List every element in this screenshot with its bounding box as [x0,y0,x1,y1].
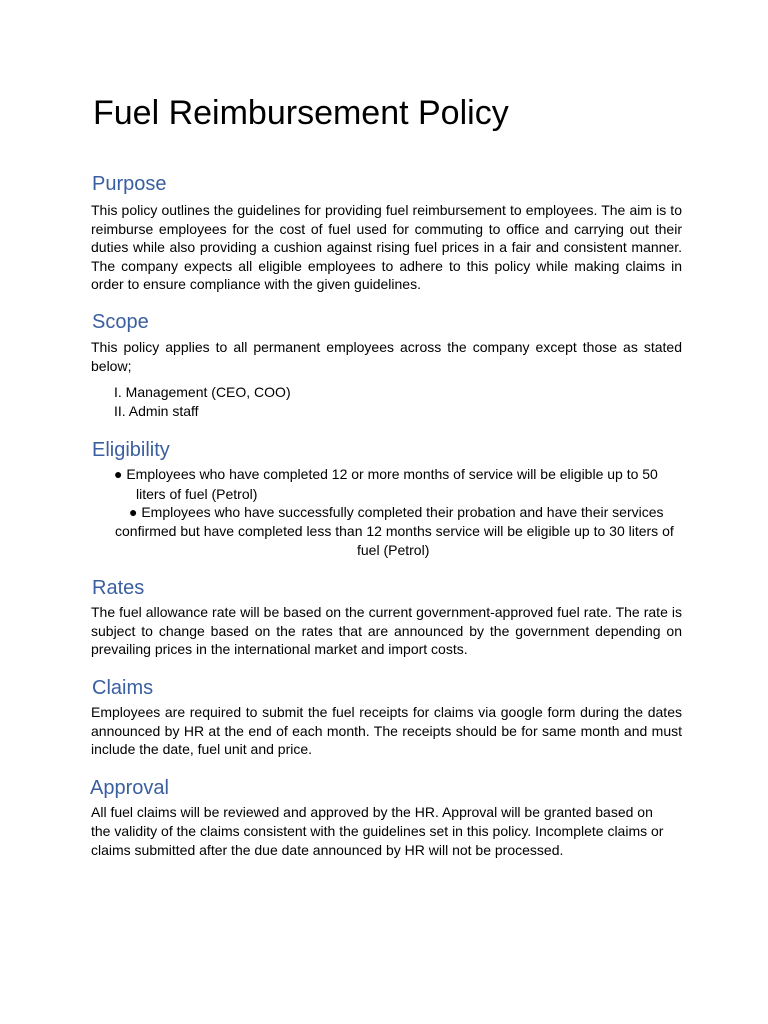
scope-heading: Scope [92,311,149,333]
claims-heading: Claims [92,677,154,699]
eligibility-bullet-line: fuel (Petrol) [357,542,430,558]
rates-heading: Rates [92,577,145,599]
eligibility-bullet-line: confirmed but have completed less than 12 months service will be eligible up to 30 liters of [115,523,674,539]
eligibility-bullet-line: ● Employees who have completed 12 or more months of service will be eligible up to 50 [114,466,658,482]
claims-paragraph: Employees are required to submit the fuel receipts for claims via google form during the dates announced by HR at the end of each month. The receipts should be for same month and must include the date, fuel unit and price. [91,704,682,758]
eligibility-bullet-line: ● Employees who have successfully completed their probation and have their services [129,504,664,520]
scope-exception-item: I. Management (CEO, COO) [114,384,291,400]
approval-line: claims submitted after the due date announced by HR will not be processed. [91,842,564,858]
purpose-paragraph: This policy outlines the guidelines for providing fuel reimbursement to employees. The aim is to reimburse employees for the cost of fuel used for commuting to office and carrying out their duties while also providing a cushion against rising fuel prices in a fair and consistent manner. The company expects all eligible employees to adhere to this policy while making claims in order to ensure compliance with the given guidelines. [91,202,682,293]
approval-line: the validity of the claims consistent with the guidelines set in this policy. Incomplete claims or [91,823,664,839]
approval-line: All fuel claims will be reviewed and approved by the HR. Approval will be granted based on [91,804,653,820]
eligibility-bullet-line: liters of fuel (Petrol) [136,486,258,502]
eligibility-heading: Eligibility [92,439,170,461]
scope-exception-item: II. Admin staff [114,403,199,419]
purpose-heading: Purpose [92,173,167,195]
page-title: Fuel Reimbursement Policy [93,94,509,132]
approval-heading: Approval [90,777,169,799]
rates-paragraph: The fuel allowance rate will be based on the current government-approved fuel rate. The rate is subject to change based on the rates that are announced by the government depending on prevailing prices in the international market and import costs. [91,604,682,658]
scope-paragraph: This policy applies to all permanent employees across the company except those as stated below; [91,339,682,374]
